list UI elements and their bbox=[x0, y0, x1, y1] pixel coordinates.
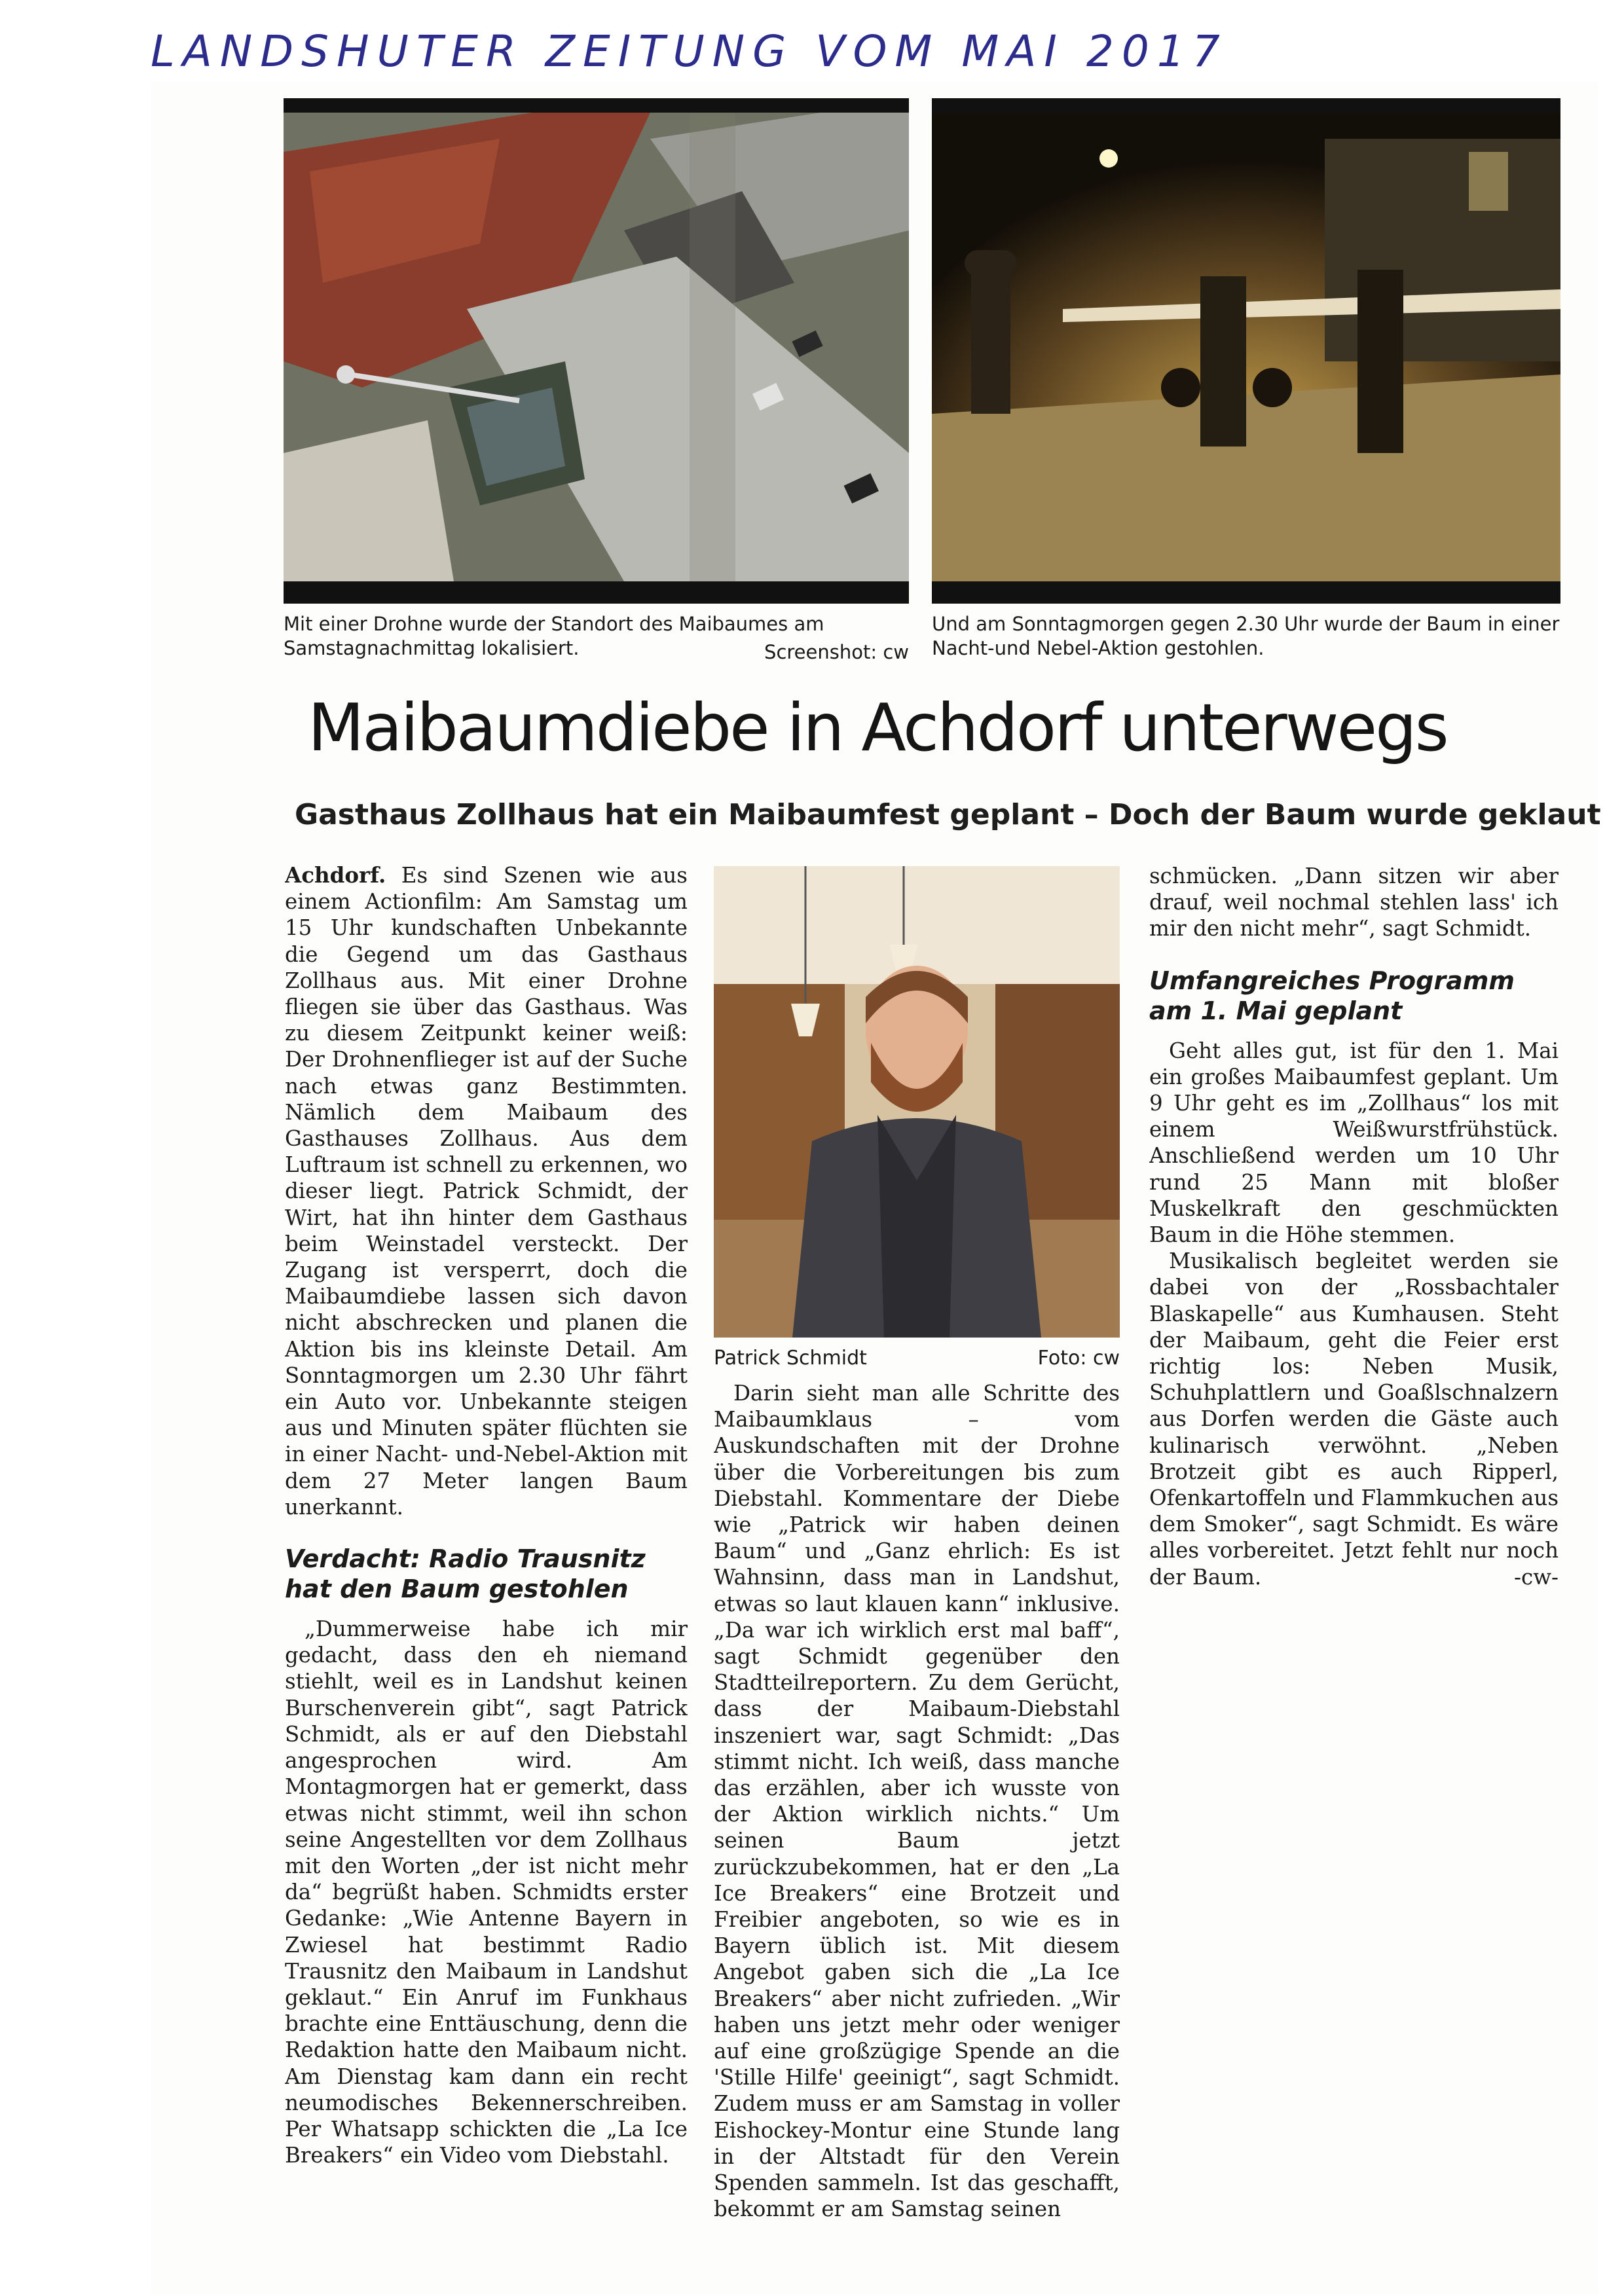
col1-p1-text: Es sind Szenen wie aus einem Actionfilm: Am Samstag um 15 Uhr kundschaften Unbekannte die Gegend um das Gasthaus Zollhaus aus. Mit einer Drohne fliegen sie über das Gasthaus. Was zu diesem Zeitpunkt keiner weiß: Der Drohnenflieger ist auf der Suche nach etwas ganz Bestimmten. Nämlich dem Maibaum des Gasthauses Zollhaus. Aus dem Luftraum ist schnell zu erkennen, wo dieser liegt. Patrick Schmidt, der Wirt, hat ihn hinter dem Gasthaus beim Weinstadel versteckt. Der Zugang ist versperrt, doch die Maibaumdiebe lassen sich davon nicht abschrecken und planen die Aktion bis ins kleinste Detail. Am Sonntagmorgen um 2.30 Uhr fährt ein Auto vor. Unbekannte steigen aus und Minuten später flüchten sie in einer Nacht- und-Nebel-Aktion mit dem 27 Meter langen Baum unerkannt. bbox=[285, 863, 688, 1520]
col3-paragraph-2: Geht alles gut, ist für den 1. Mai ein großes Maibaumfest geplant. Um 9 Uhr geht es im „Zollhaus“ los mit einem Weißwurstfrühstück. Anschließend werden um 10 Uhr rund 25 Mann mit bloßer Muskelkraft den geschmückten Baum in die Höhe stemmen. bbox=[1149, 1038, 1559, 1248]
col1-subhead: Verdacht: Radio Trausnitz hat den Baum gestohlen bbox=[285, 1544, 646, 1604]
portrait-credit: Foto: cw bbox=[1037, 1347, 1120, 1370]
right-photo-caption bbox=[932, 612, 1560, 665]
night-photo-icon bbox=[932, 113, 1560, 581]
col2-paragraph-1: Darin sieht man alle Schritte des Maibaumklaus – vom Auskundschaften mit der Drohne über die Vorbereitungen bis zum Diebstahl. Kommentare der Diebe wie „Patrick wir haben deinen Baum“ und „Ganz ehrlich: Es ist Wahnsinn, dass man in Landshut, etwas so laut klauen kann“ inklusive. „Da war ich wirklich erst mal baff“, sagt Schmidt gegenüber den Stadtteilreportern. Zu dem Gerücht, dass der Maibaum-Diebstahl inszeniert war, sagt Schmidt: „Das stimmt nicht. Ich weiß, dass manche das erzählen, aber ich wusste von der Aktion wirklich nichts.“ Um seinen Baum jetzt zurückzubekommen, hat er den „La Ice Breakers“ eine Brotzeit und Freibier angeboten, so wie es in Bayern üblich ist. Mit diesem Angebot gaben sich die „La Ice Breakers“ aber nicht zufrieden. „Wir haben uns jetzt mehr oder weniger auf eine großzügige Spende an die 'Stille Hilfe' geeinigt“, sagt Schmidt. Zudem muss er am Samstag in voller Eishockey-Montur eine Stunde lang in der Altstadt für den Verein Spenden sammeln. Ist das geschafft, bekommt er am Samstag seinen bbox=[714, 1381, 1120, 2222]
portrait-photo bbox=[714, 866, 1120, 1338]
subheadline: Gasthaus Zollhaus hat ein Maibaumfest geplant – Doch der Baum wurde geklaut bbox=[295, 798, 1601, 831]
author-signature: -cw- bbox=[1514, 1564, 1559, 1590]
right-caption-text: Und am Sonntagmorgen gegen 2.30 Uhr wurde der Baum in einer Nacht-und Nebel-Aktion gestohlen. bbox=[932, 613, 1560, 659]
portrait-name: Patrick Schmidt bbox=[714, 1347, 867, 1370]
left-photo-caption bbox=[284, 612, 909, 665]
night-tree-carry-photo bbox=[932, 98, 1560, 604]
col3-p3-text: Musikalisch begleitet werden sie dabei von der „Rossbachtaler Blaskapelle“ aus Kumhausen. Steht der Maibaum, geht die Feier erst richtig los: Neben Musik, Schuhplattlern und Goaßlschnalzern aus Dorfen werden die Gäste auch kulinarisch verwöhnt. „Neben Brotzeit gibt es auch Ripperl, Ofenkartoffeln und Flammkuchen aus dem Smoker“, sagt Schmidt. Es wäre alles vorbereitet. Jetzt fehlt nur noch der Baum. bbox=[1149, 1248, 1559, 1590]
col3-subhead: Umfangreiches Programm am 1. Mai geplant bbox=[1149, 966, 1515, 1025]
portrait-photo-icon bbox=[714, 866, 1120, 1338]
dateline: Achdorf. bbox=[285, 862, 386, 888]
headline: Maibaumdiebe in Achdorf unterwegs bbox=[308, 689, 1447, 766]
left-caption-credit: Screenshot: cw bbox=[764, 641, 909, 663]
portrait-caption bbox=[714, 1345, 1120, 1372]
handwritten-clip-note: LANDSHUTER ZEITUNG VOM MAI 2017 bbox=[151, 26, 1228, 77]
article-column-3 bbox=[1149, 863, 1559, 1714]
drone-photo-icon bbox=[284, 113, 909, 581]
col1-paragraph-1 bbox=[285, 862, 688, 1520]
article-column-1 bbox=[285, 862, 688, 2289]
col3-paragraph-3 bbox=[1149, 1248, 1559, 1590]
drone-aerial-photo bbox=[284, 98, 909, 604]
left-caption-text: Mit einer Drohne wurde der Standort des Maibaumes am Samstagnachmittag lokalisiert. bbox=[284, 613, 824, 659]
col3-paragraph-1: schmücken. „Dann sitzen wir aber drauf, weil nochmal stehlen lass' ich mir den nicht mehr“, sagt Schmidt. bbox=[1149, 864, 1559, 941]
col1-paragraph-2: „Dummerweise habe ich mir gedacht, dass den eh niemand stiehlt, weil es in Landshut keinen Burschenverein gibt“, sagt Patrick Schmidt, als er auf den Diebstahl angesprochen wird. Am Montagmorgen hat er gemerkt, dass etwas nicht stimmt, weil ihn schon seine Angestellten vor dem Zollhaus mit den Worten „der ist nicht mehr da“ begrüßt haben. Schmidts erster Gedanke: „Wie Antenne Bayern in Zwiesel hat bestimmt Radio Trausnitz den Maibaum in Landshut geklaut.“ Ein Anruf im Funkhaus brachte eine Enttäuschung, denn die Redaktion hatte den Maibaum nicht. Am Dienstag kam dann ein recht neumodisches Bekennerschreiben. Per Whatsapp schickten die „La Ice Breakers“ ein Video vom Diebstahl. bbox=[285, 1616, 688, 2168]
article-column-2 bbox=[714, 1380, 1120, 2290]
